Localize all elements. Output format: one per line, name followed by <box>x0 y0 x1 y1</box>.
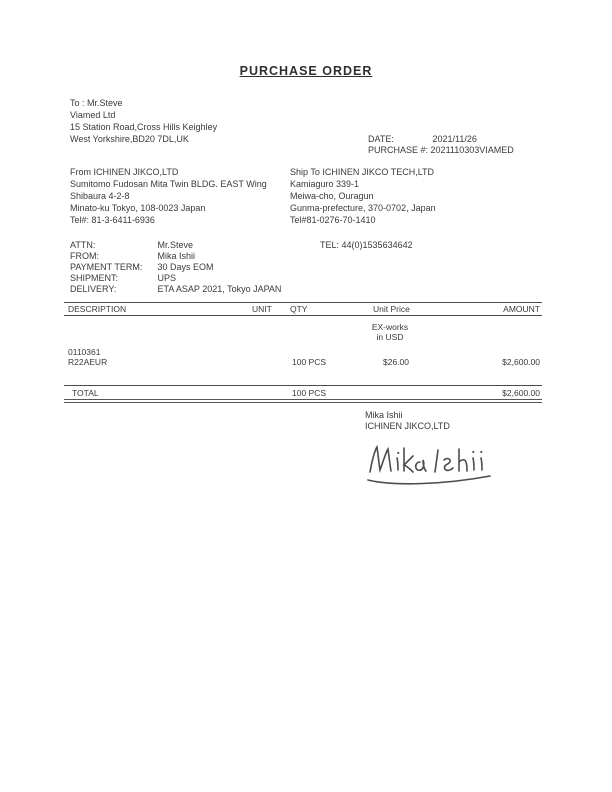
item-amount: $2,600.00 <box>502 357 540 367</box>
recipient-address2: West Yorkshire,BD20 7DL,UK <box>70 134 189 144</box>
recipient-to: To : Mr.Steve <box>70 98 123 108</box>
col-header-unit: UNIT <box>252 304 272 314</box>
ship-line1: Ship To ICHINEN JIKCO TECH,LTD <box>290 167 435 177</box>
from-line4: Minato-ku Tokyo, 108-0023 Japan <box>70 203 206 213</box>
attn-row <box>70 240 193 251</box>
recipient-company: Viamed Ltd <box>70 110 116 120</box>
total-label: TOTAL <box>72 388 99 398</box>
total-top-rule <box>64 385 542 386</box>
signatory-company: ICHINEN JIKCO,LTD <box>365 421 450 431</box>
table-header-bottom-rule <box>64 315 542 316</box>
signatory-name: Mika Ishii <box>365 410 403 420</box>
item-unit-price: $26.00 <box>383 357 409 367</box>
item-description-line1: 0110361 <box>68 347 101 357</box>
attn-label: ATTN: <box>70 240 96 250</box>
tel-label: TEL: <box>320 240 340 250</box>
total-qty: 100 PCS <box>292 388 327 398</box>
payment-row <box>70 262 214 273</box>
signature-icon <box>362 438 502 488</box>
item-qty: 100 PCS <box>292 357 327 367</box>
po-value: 2021110303VIAMED <box>430 145 514 155</box>
from-line2: Sumitomo Fudosan Mita Twin BLDG. EAST Wing <box>70 179 267 189</box>
shipment-value: UPS <box>157 273 177 283</box>
handwritten-signature <box>362 438 502 493</box>
ship-line4: Gunma-prefecture, 370-0702, Japan <box>290 203 436 213</box>
from-row <box>70 251 195 262</box>
col-header-description: DESCRIPTION <box>68 304 127 314</box>
po-row <box>368 145 514 156</box>
from-line3: Shibaura 4-2-8 <box>70 191 130 201</box>
attn-value: Mr.Steve <box>157 240 194 250</box>
recipient-block <box>70 98 217 146</box>
from-value: Mika Ishii <box>157 251 196 261</box>
from-line1: From ICHINEN JIKCO,LTD <box>70 167 179 177</box>
currency-note-2: in USD <box>376 332 404 342</box>
recipient-address1: 15 Station Road,Cross Hills Keighley <box>70 122 218 132</box>
col-header-amount: AMOUNT <box>503 304 540 314</box>
total-bottom-rule-1 <box>64 399 542 400</box>
col-header-unit-price: Unit Price <box>373 304 410 314</box>
ship-line5: Tel#81-0276-70-1410 <box>290 215 376 225</box>
currency-note-1: EX-works <box>371 322 409 332</box>
tel-row <box>320 240 413 251</box>
tel-value: 44(0)1535634642 <box>341 240 413 250</box>
po-label: PURCHASE #: <box>368 145 429 155</box>
ship-line2: Kamiaguro 339-1 <box>290 179 360 189</box>
total-amount: $2,600.00 <box>502 388 540 398</box>
delivery-row <box>70 284 281 295</box>
col-header-qty: QTY <box>290 304 308 314</box>
date-row <box>368 134 477 145</box>
item-description-line2: R22AEUR <box>68 357 108 367</box>
from-line5: Tel#: 81-3-6411-6936 <box>70 215 155 225</box>
date-value: 2021/11/26 <box>432 134 477 144</box>
shipment-label: SHIPMENT: <box>70 273 119 283</box>
date-label: DATE: <box>368 134 394 144</box>
ship-to-block <box>290 167 436 227</box>
page-title: PURCHASE ORDER <box>239 64 373 78</box>
table-top-rule <box>64 302 542 303</box>
delivery-value: ETA ASAP 2021, Tokyo JAPAN <box>157 284 282 294</box>
delivery-label: DELIVERY: <box>70 284 117 294</box>
ship-line3: Meiwa-cho, Ouragun <box>290 191 374 201</box>
total-bottom-rule-2 <box>64 402 542 403</box>
from-address-block <box>70 167 267 227</box>
shipment-row <box>70 273 176 284</box>
payment-value: 30 Days EOM <box>157 262 214 272</box>
payment-label: PAYMENT TERM: <box>70 262 143 272</box>
from-label: FROM: <box>70 251 99 261</box>
